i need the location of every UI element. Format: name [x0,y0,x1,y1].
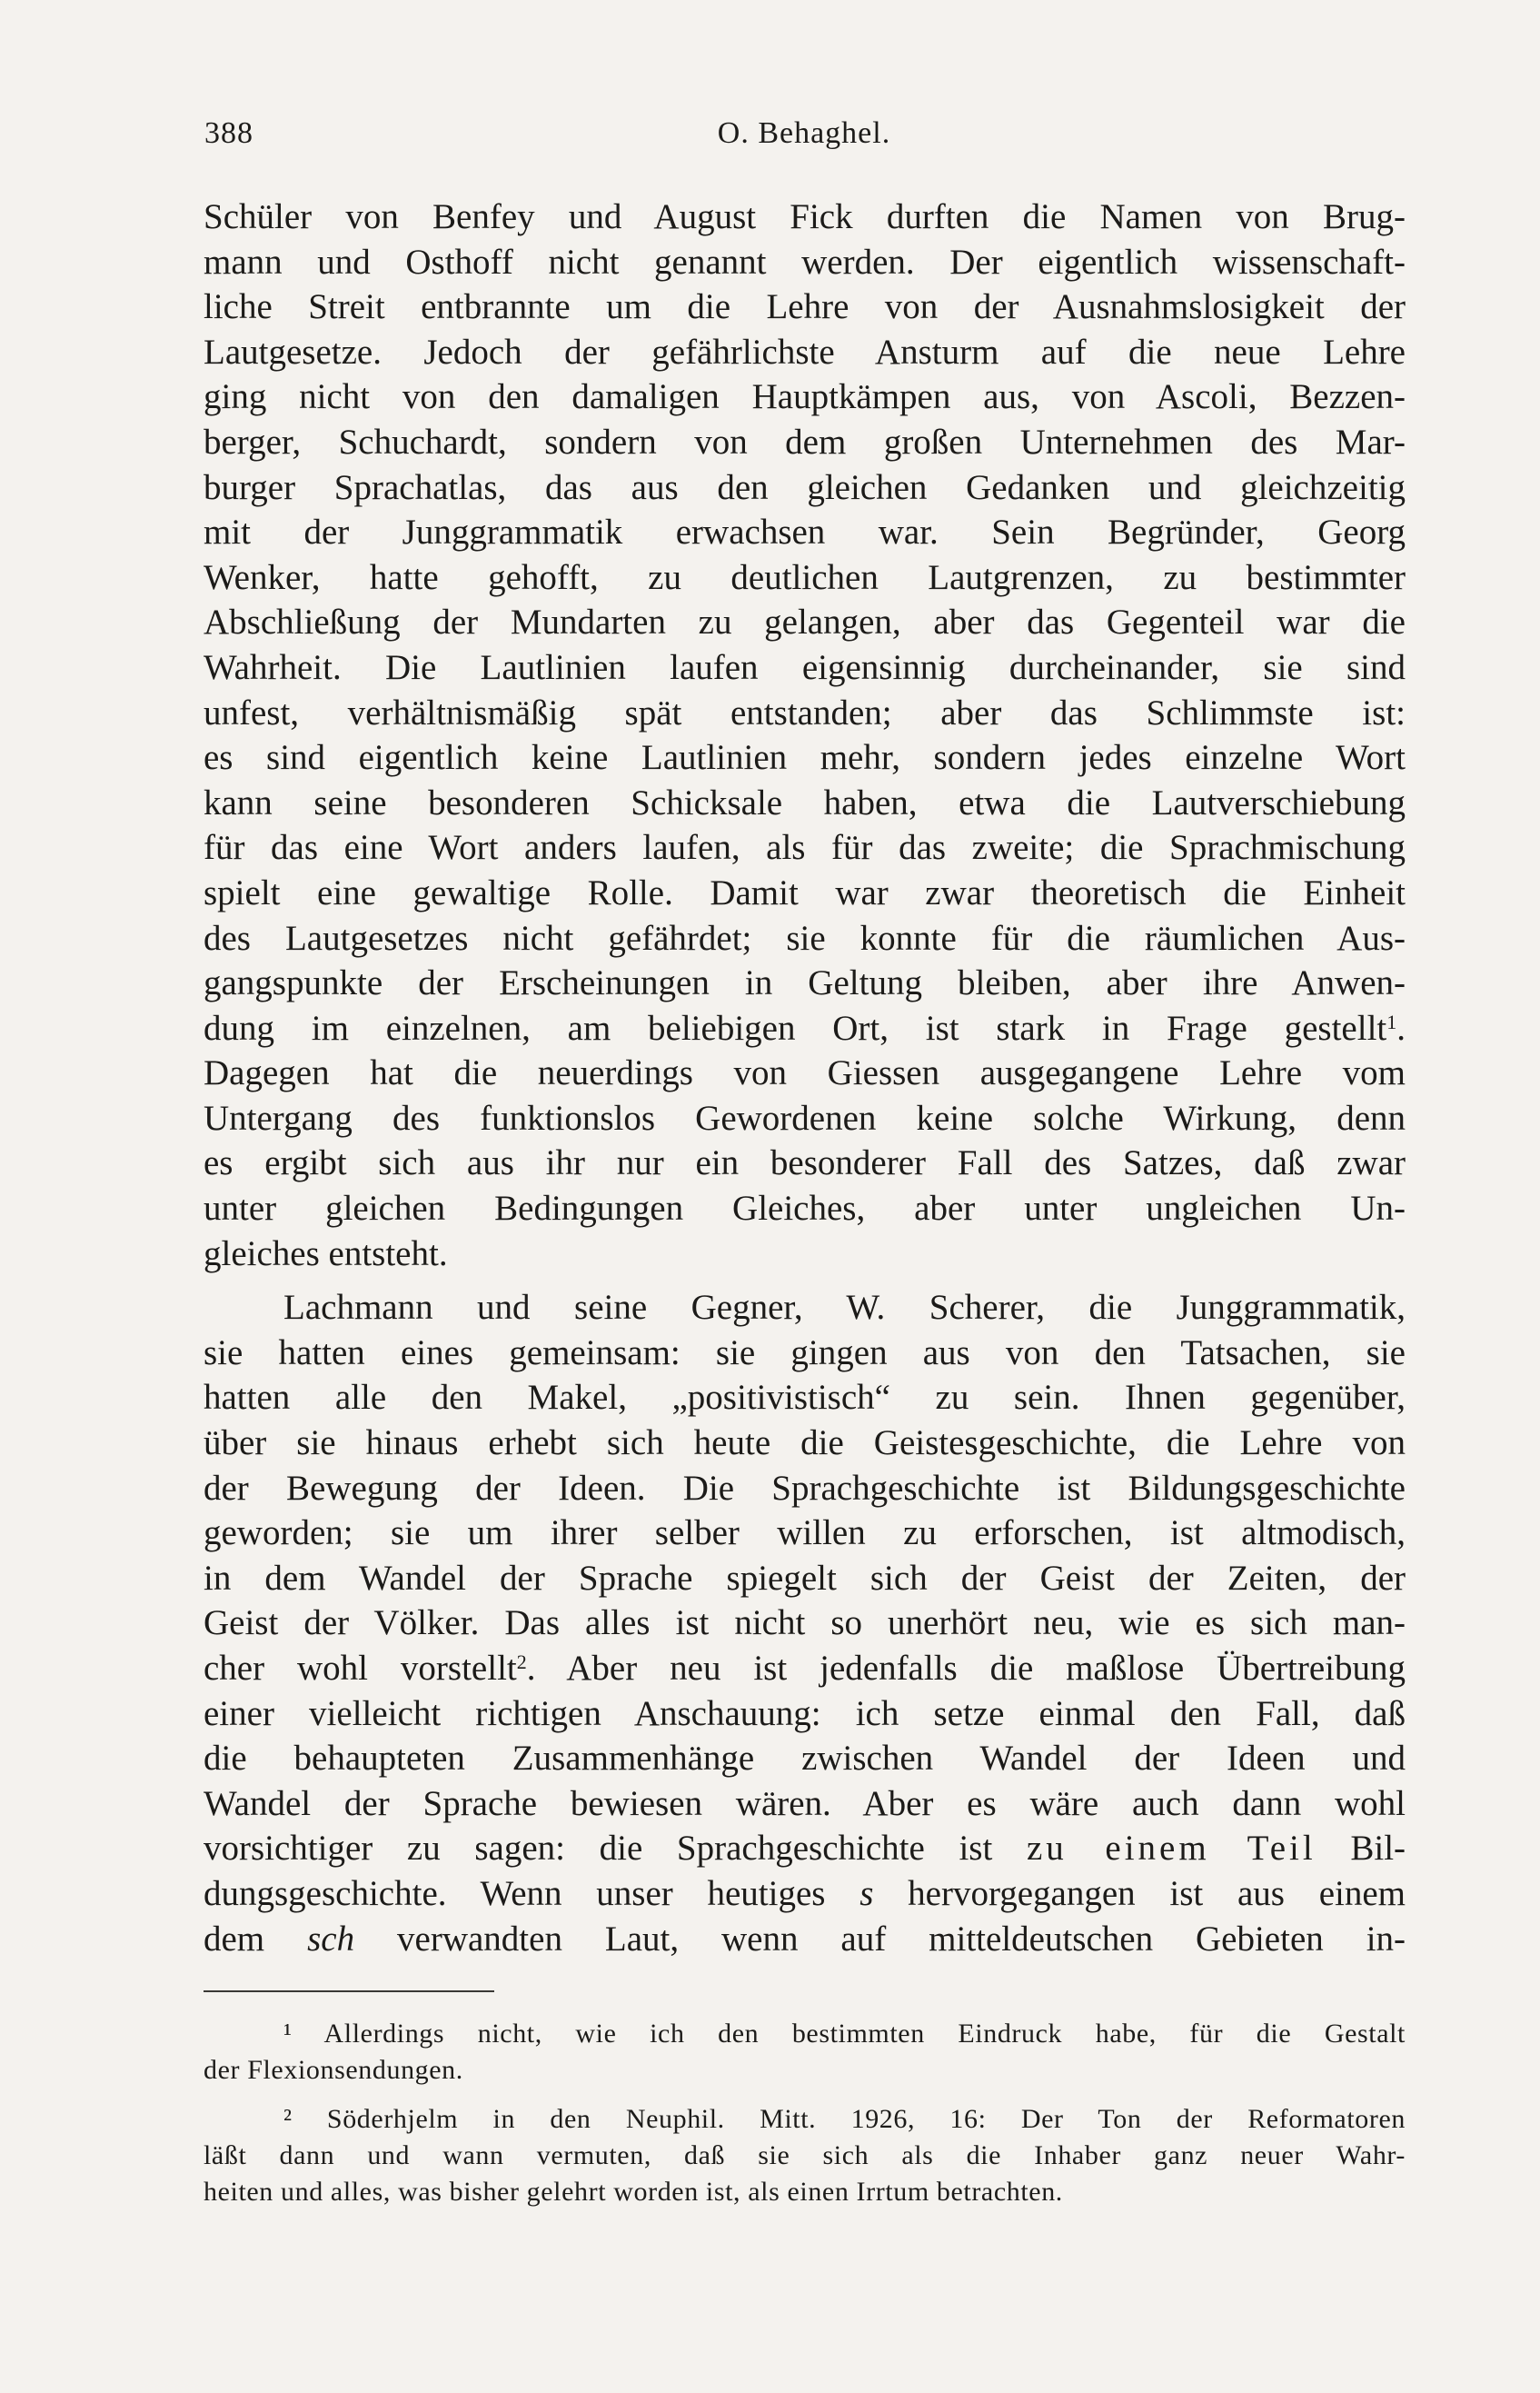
text-line: es sind eigentlich keine Lautlinien mehr, sondern jedes einzelne Wort [204,738,1406,778]
text-line [204,1006,1406,1052]
footnote-1 [204,2016,1406,2089]
line-text: vorsichtiger zu sagen: die Sprachgeschichte ist [204,1829,993,1869]
italic-text: s [859,1873,874,1913]
text-line: kann seine besonderen Schicksale haben, etwa die Lautverschiebung [204,783,1406,823]
text-line [204,1826,1406,1871]
line-text: dungsgeschichte. Wenn unser heutiges [204,1873,826,1913]
text-line: Lachmann und seine Gegner, W. Scherer, die Junggrammatik, [283,1288,1406,1328]
text-line: für das eine Wort anders laufen, als für das zweite; die Sprachmischung [204,828,1406,868]
line-text: verwandten Laut, wenn auf mitteldeutschen Gebieten in- [397,1919,1406,1959]
text-line: Abschließung der Mundarten zu gelangen, aber das Gegenteil war die [204,603,1406,643]
line-text: cher wohl vorstellt [204,1649,517,1688]
text-line: unter gleichen Bedingungen Gleiches, aber unter ungleichen Un- [204,1189,1406,1229]
line-text: hervorgegangen ist aus einem [908,1873,1406,1913]
text-line: geworden; sie um ihrer selber willen zu erforschen, ist altmodisch, [204,1513,1406,1553]
footnote-2 [204,2101,1406,2210]
text-line: Wenker, hatte gehofft, zu deutlichen Lautgrenzen, zu bestimmter [204,557,1406,597]
running-title: O. Behaghel. [717,116,891,150]
text-line: Geist der Völker. Das alles ist nicht so unerhört neu, wie es sich man- [204,1603,1406,1643]
text-line: die behaupteten Zusammenhänge zwischen Wandel der Ideen und [204,1739,1406,1779]
text-line: unfest, verhältnismäßig spät entstanden; aber das Schlimmste ist: [204,693,1406,733]
main-text [204,194,1406,1961]
line-text: dem [204,1919,265,1959]
text-line: burger Sprachatlas, das aus den gleichen Gedanken und gleichzeitig [204,467,1406,507]
text-line: gleiches entsteht. [204,1233,448,1273]
footnote-line: heiten und alles, was bisher gelehrt worden ist, als einen Irrtum betrachten. [204,2177,1063,2207]
text-line: mit der Junggrammatik erwachsen war. Sein Begründer, Georg [204,513,1406,553]
text-line: in dem Wandel der Sprache spiegelt sich der Geist der Zeiten, der [204,1558,1406,1598]
text-line: des Lautgesetzes nicht gefährdet; sie konnte für die räumlichen Aus- [204,918,1406,958]
text-line: liche Streit entbrannte um die Lehre von der Ausnahmslosigkeit der [204,287,1406,327]
paragraph-2 [204,1285,1406,1961]
page-number: 388 [204,116,253,150]
text-line [204,1646,1406,1691]
text-line: mann und Osthoff nicht genannt werden. Der eigentlich wissenschaft- [204,242,1406,282]
text-line: berger, Schuchardt, sondern von dem großen Unternehmen des Mar- [204,422,1406,462]
footnote-line: der Flexionsendungen. [204,2055,463,2085]
text-line: über sie hinaus erhebt sich heute die Geistesgeschichte, die Lehre von [204,1423,1406,1463]
text-line: ging nicht von den damaligen Hauptkämpen aus, von Ascoli, Bezzen- [204,377,1406,417]
italic-text: sch [307,1919,355,1959]
text-line: Untergang des funktionslos Gewordenen keine solche Wirkung, denn [204,1098,1406,1138]
text-line: spielt eine gewaltige Rolle. Damit war zwar theoretisch die Einheit [204,872,1406,912]
text-line [204,1917,1406,1962]
line-text: dung im einzelnen, am beliebigen Ort, ist stark in Frage gestellt [204,1008,1387,1048]
line-text: . [1396,1008,1406,1048]
footnote-ref-1: 1 [1386,1010,1397,1033]
text-line: Lautgesetze. Jedoch der gefährlichste Ansturm auf die neue Lehre [204,332,1406,372]
text-line: sie hatten eines gemeinsam: sie gingen aus von den Tatsachen, sie [204,1332,1406,1372]
emphasized-text: zu einem Teil [1026,1829,1316,1869]
text-line: einer vielleicht richtigen Anschauung: ich setze einmal den Fall, daß [204,1693,1406,1733]
footnote-line: ² Söderhjelm in den Neuphil. Mitt. 1926, 16: Der Ton der Reformatoren [283,2104,1406,2134]
text-line: Wandel der Sprache bewiesen wären. Aber es wäre auch dann wohl [204,1783,1406,1823]
text-line: der Bewegung der Ideen. Die Sprachgeschichte ist Bildungsgeschichte [204,1468,1406,1508]
footnotes [204,2016,1406,2210]
text-line [204,1871,1406,1917]
text-line: Dagegen hat die neuerdings von Giessen ausgegangene Lehre vom [204,1053,1406,1093]
line-text: Bil- [1350,1829,1406,1869]
footnote-divider [204,1990,494,1992]
running-header [204,116,1404,162]
text-line: Schüler von Benfey und August Fick durften die Namen von Brug- [204,197,1406,236]
text-line: Wahrheit. Die Lautlinien laufen eigensinnig durcheinander, sie sind [204,647,1406,687]
text-line: es ergibt sich aus ihr nur ein besonderer Fall des Satzes, daß zwar [204,1143,1406,1183]
footnote-ref-2: 2 [516,1650,527,1673]
footnote-line: läßt dann und wann vermuten, daß sie sich als die Inhaber ganz neuer Wahr- [204,2140,1406,2170]
footnote-line: ¹ Allerdings nicht, wie ich den bestimmten Eindruck habe, für die Gestalt [283,2019,1406,2049]
text-line: gangspunkte der Erscheinungen in Geltung bleiben, aber ihre Anwen- [204,963,1406,1003]
paragraph-1 [204,194,1406,1276]
text-line: hatten alle den Makel, „positivistisch“ zu sein. Ihnen gegenüber, [204,1378,1406,1418]
line-text: . Aber neu ist jedenfalls die maßlose Übertreibung [526,1649,1406,1688]
